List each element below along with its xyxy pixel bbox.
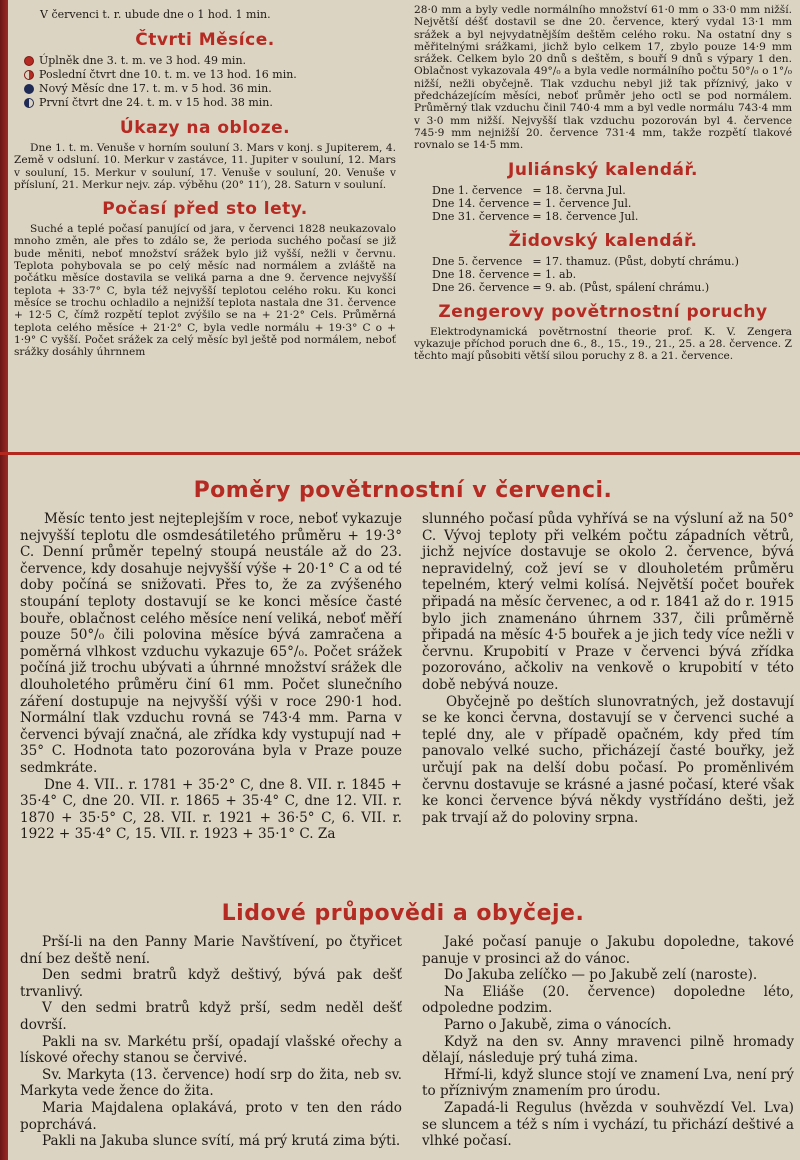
julian-calendar-table bbox=[432, 184, 641, 223]
daylength-line: V červenci t. r. ubude dne o 1 hod. 1 min. bbox=[40, 8, 271, 21]
table-row: Dne 31. července = 18. července Jul. bbox=[432, 209, 639, 223]
list-item: Maria Majdalena oplakává, proto v ten den rádo poprchává. bbox=[20, 1099, 402, 1133]
top-left-column bbox=[14, 4, 396, 358]
conditions-columns bbox=[14, 511, 792, 891]
conditions-left-records: Dne 4. VII.. r. 1781 + 35·2° C, dne 8. VII. r. 1845 + 35·4° C, dne 20. VII. r. 1865 + 35·4° C, dne 12. VII. r. 1870 + 35·5° C, 28. VII. r. 1921 + 36·5° C, 6. VII. r. 1922 + 35·4° C, 15. VII. r. 1923 + 35·1° C. Za bbox=[20, 776, 402, 843]
list-item: Do Jakuba zelíčko — po Jakubě zelí (naroste). bbox=[444, 967, 758, 984]
table-row: Dne 1. července = 18. června Jul. bbox=[432, 183, 626, 197]
jewish-calendar-heading: Židovský kalendář. bbox=[508, 230, 698, 251]
list-item: Nový Měsíc dne 17. t. m. v 5 hod. 36 min. bbox=[24, 82, 396, 96]
list-item: První čtvrt dne 24. t. m. v 15 hod. 38 min. bbox=[24, 96, 396, 110]
zenger-text: Elektrodynamická povětrnostní theorie prof. K. V. Zengera vykazuje příchod poruch dne 6., 8., 15., 19., 21., 25. a 28. července. Z těchto mají působiti větší silou poruchy z 8. a 21. července. bbox=[414, 325, 792, 363]
first-quarter-icon bbox=[24, 98, 34, 108]
list-item: Den sedmi bratrů když deštivý, bývá pak dešť trvanlivý. bbox=[20, 967, 402, 1000]
sayings-heading: Lidové průpovědi a obyčeje. bbox=[221, 901, 585, 926]
conditions-heading: Poměry povětrnostní v červenci. bbox=[193, 478, 613, 503]
table-row: Dne 26. července = 9. ab. (Půst, spálení chrámu.) bbox=[432, 280, 710, 294]
list-item: Pakli na Jakuba slunce svítí, má prý krutá zima býti. bbox=[42, 1133, 401, 1150]
last-quarter-icon bbox=[24, 70, 34, 80]
weather-100-text: Suché a teplé počasí panující od jara, v červenci 1828 neukazovalo mnoho změn, ale přes to zdálo se, že perioda suchého počasí se již bude měniti, neboť množství srážek bylo již vyšší, nežli v červnu. Teplota pohybovala se po celý měsíc nad normálem a zvláště na počátku měsíce dostavila se veliká parna a dne 9. července nejvyšší teplota + 33·7° C, byla též nejvyšší teplotou celého roku. Ku konci měsíce se trochu ochladilo a nejnižší teplota nastala dne 31. července + 12·5 C, čímž rozpětí teplot zvýšilo se na + 21·2° Cels. Průměrná teplota celého měsíce + 21·2° C, byla vedle normálu + 19·3° C o + 1·9° C vyšší. Počet srážek za celý měsíc byl ještě pod normálem, neboť srážky dosáhly úhrnnem bbox=[14, 223, 396, 359]
moon-quarters-heading: Čtvrti Měsíce. bbox=[135, 30, 275, 50]
list-item: Pakli na sv. Markétu prší, opadají vlašské ořechy a lískové ořechy stanou se červivé. bbox=[20, 1033, 402, 1067]
conditions-right-paragraph: slunného počasí půda vyhřívá se na výsluní až na 50° C. Vývoj teploty při velkém počtu západních větrů, jichž nejvíce dostavuje se okolo 2. července, bývá nepravidelný, což jeví se v dlouholetém průměru tepelném, který velmi kolísá. Největší počet bouřek připadá na měsíc červenec, a od r. 1841 až do r. 1915 bylo jich znamenáno úhrnem 337, čili průměrně připadá na měsíc 4·5 bouřek a je jich tedy více nežli v červnu. Krupobití v Praze v červenci bývá zřídka pozorováno, ačkoliv na venkově o krupobití v této době nebývá nouze. bbox=[422, 511, 794, 693]
list-item: Úplněk dne 3. t. m. ve 3 hod. 49 min. bbox=[24, 54, 396, 68]
list-item: Na Eliáše (20. července) dopoledne léto, odpoledne podzim. bbox=[422, 983, 794, 1017]
conditions-left-paragraph: Měsíc tento jest nejteplejším v roce, neboť vykazuje nejvyšší teplotu dle osmdesátiletého průměru + 19·3° C. Denní průměr tepelný stoupá neustále až do 23. července, kdy dosahuje nejvyšší výše + 20·1° C a od té doby počíná se snižovati. Přes to, že za zvýšeného stoupání teploty dostavují se ke konci měsíce časté bouře, oblačnost celého měsíce není veliká, neboť měří pouze 50°/₀ čili polovina měsíce bývá zamračena a poměrná vlhkost vzduchu vykazuje 65°/₀. Počet srážek počíná již trochu ubývati a úhrnné množství srážek dle dlouholetého průměru činí 61 mm. Počet slunečního záření dostupuje na nejvyšší výši v roce 290·1 hod. Normální tlak vzduchu rovná se 743·4 mm. Parna v červenci bývají značná, ale zřídka kdy vystupují nad + 35° C. Hodnota tato pozorována byla v Praze pouze sedmkráte. bbox=[20, 511, 402, 776]
sky-events-text: Dne 1. t. m. Venuše v horním souluní 3. Mars v konj. s Jupiterem, 4. Země v odsluní. 10. Merkur v zastávce, 11. Jupiter v souluní, 12. Mars v souluní, 15. Merkur v souluní, 17. Venuše v souluní, 20. Venuše v přísluní, 21. Merkur nejv. záp. výběhu (20° 11′), 28. Saturn v souluní. bbox=[14, 142, 396, 191]
weather-100-heading: Počasí před sto lety. bbox=[102, 199, 308, 220]
julian-calendar-heading: Juliánský kalendář. bbox=[508, 159, 698, 180]
list-item: Hřmí-li, když slunce stojí ve znamení Lva, není prý to příznivým znamením pro úrodu. bbox=[422, 1066, 794, 1100]
jewish-calendar-table bbox=[432, 255, 742, 294]
weather-100-continuation: 28·0 mm a byly vedle normálního množství 61·0 mm o 33·0 mm nižší. Největší déšť dostavil se dne 20. července, který vydal 13·1 mm srážek a byl nejvydatnějším deštěm celého roku. Na ostatní dny s měřitelnými srážkami, jichž bylo celkem 17, zbylo pouze 14·9 mm srážek. Celkem bylo 20 dnů s deštěm, s bouří 9 dnů s výpary 1 den. Oblačnost vykazovala 49°/₀ a byla vedle normálního počtu 50°/₀ o 1°/₀ nižší, nežli obyčejně. Tlak vzduchu nebyl již tak příznivý, jako v předcházejícím měsíci, neboť průměr jeho octl se pod normálem. Průměrný tlak vzduchu činil 740·4 mm a byl vedle normálu 743·4 mm v 3·0 mm nižší. Nejvyšší tlak vzduchu pozorován byl 4. července 745·9 mm nejnižší 20. července 731·4 mm, takže rozpětí tlakové rovnalo se 14·5 mm. bbox=[414, 4, 792, 152]
sayings-right-column bbox=[422, 934, 794, 1150]
new-moon-icon bbox=[24, 84, 34, 94]
moon-quarters-list bbox=[24, 54, 396, 110]
bottom-section bbox=[14, 470, 792, 1160]
conditions-left-column bbox=[20, 511, 402, 843]
sky-events-heading: Úkazy na obloze. bbox=[119, 118, 291, 138]
top-section bbox=[14, 4, 792, 450]
list-item: Prší-li na den Panny Marie Navštívení, po čtyřicet dní bez deště není. bbox=[20, 934, 402, 967]
list-item: Zapadá-li Regulus (hvězda v souhvězdí Vel. Lva) se sluncem a též s ním i vychází, tu přichází deštivé a vlhké počasí. bbox=[422, 1099, 794, 1150]
list-item: Sv. Markyta (13. července) hodí srp do žita, neb sv. Markyta vede žence do žita. bbox=[20, 1066, 402, 1100]
list-item: Jaké počasí panuje o Jakubu dopoledne, takové panuje v prosinci až do vánoc. bbox=[422, 934, 794, 967]
table-row: Dne 5. července = 17. thamuz. (Půst, dobytí chrámu.) bbox=[432, 254, 739, 268]
list-item: Když na den sv. Anny mravenci pilně hromady dělají, následuje prý tuhá zima. bbox=[422, 1033, 794, 1067]
top-right-column bbox=[414, 4, 792, 362]
section-divider bbox=[0, 452, 800, 455]
zenger-heading: Zengerovy povětrnostní poruchy bbox=[438, 301, 768, 322]
conditions-right-paragraph-2: Obyčejně po deštích slunovratných, jež dostavují se ke konci června, dostavují se v červenci suché a teplé dny, ale v případě opačném, kdy před tím panovalo velké sucho, přicházejí časté bouřky, jež určují pak na delší dobu počasí. Po proměnlivém červnu dostavuje se krásné a jasné počasí, které však ke konci července bývá někdy vystřídáno dešti, jež pak trvají až do poloviny srpna. bbox=[422, 693, 794, 826]
conditions-right-column bbox=[422, 511, 794, 826]
list-item: Parno o Jakubě, zima o vánocích. bbox=[444, 1016, 672, 1033]
table-row: Dne 18. července = 1. ab. bbox=[432, 267, 577, 281]
table-row: Dne 14. července = 1. července Jul. bbox=[432, 196, 632, 210]
list-item: Poslední čtvrt dne 10. t. m. ve 13 hod. 16 min. bbox=[24, 68, 396, 82]
list-item: V den sedmi bratrů když prší, sedm neděl dešť dovrší. bbox=[20, 1000, 402, 1033]
book-spine bbox=[0, 0, 8, 1160]
full-moon-icon bbox=[24, 56, 34, 66]
sayings-left-column bbox=[20, 934, 402, 1150]
